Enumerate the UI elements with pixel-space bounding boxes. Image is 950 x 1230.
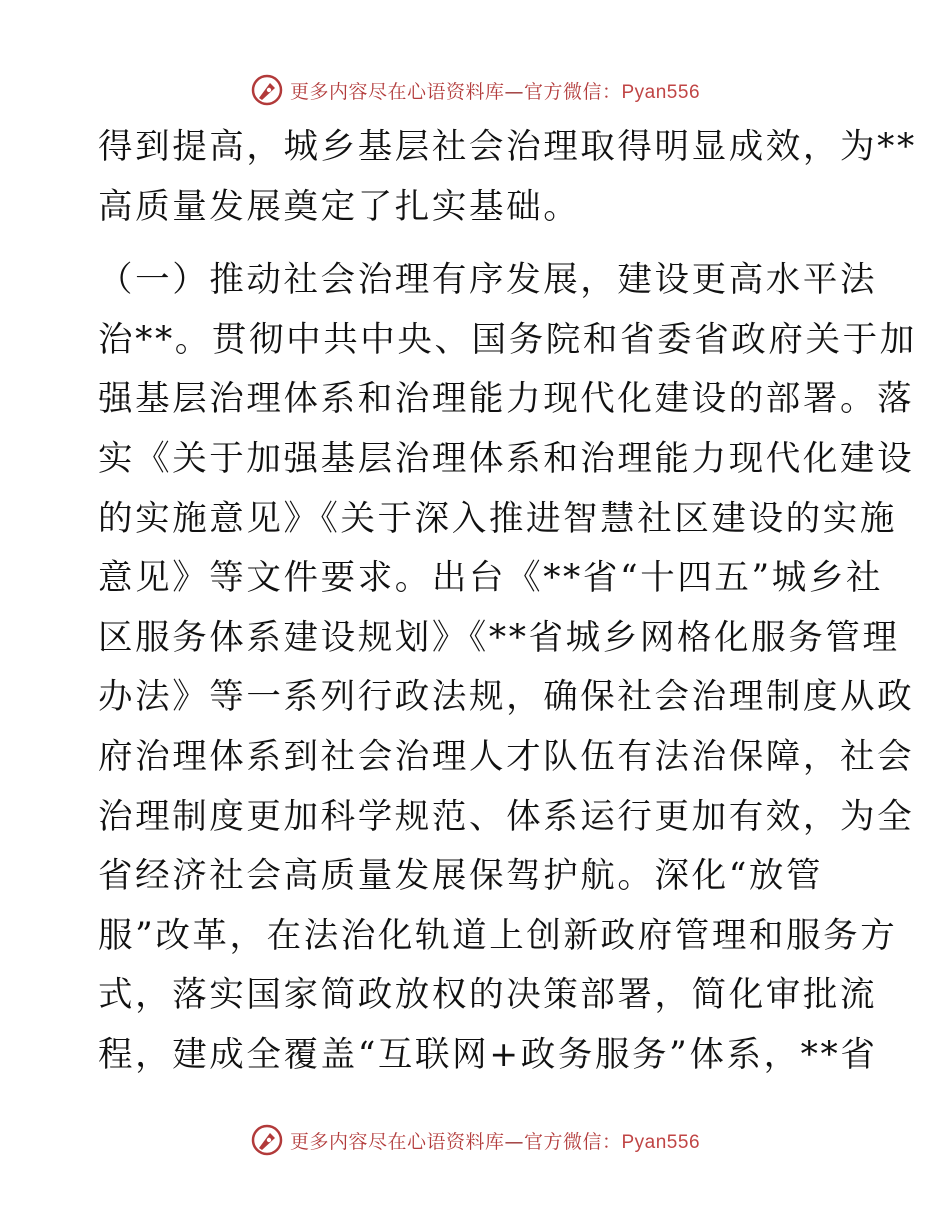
watermark-dash: — xyxy=(504,1130,524,1153)
section-heading-line: （一）推动社会治理有序发展，建设更高水平法 xyxy=(98,260,878,301)
body-line: 区服务体系建设规划》《**省城乡网格化服务管理 xyxy=(98,617,900,658)
body-line: 治理制度更加科学规范、体系运行更加有效，为全 xyxy=(98,796,915,837)
body-line: 程，建成全覆盖“互联网+政务服务”体系，**省 xyxy=(98,1034,878,1075)
body-line: 服”改革，在法治化轨道上创新政府管理和服务方 xyxy=(98,915,898,956)
body-line: 治**。贯彻中共中央、国务院和省委省政府关于加 xyxy=(98,319,917,360)
header-watermark xyxy=(0,70,950,110)
watermark-wechat-id: Pyan556 xyxy=(621,1131,701,1153)
watermark-wechat-id: Pyan556 xyxy=(621,81,701,103)
watermark-main-text: 更多内容尽在心语资料库 xyxy=(289,1130,505,1153)
watermark-main-text: 更多内容尽在心语资料库 xyxy=(289,80,505,103)
watermark-dash: — xyxy=(504,80,524,103)
body-line: 省经济社会高质量发展保驾护航。深化“放管 xyxy=(98,856,824,897)
body-line: 办法》等一系列行政法规，确保社会治理制度从政 xyxy=(98,677,915,718)
watermark-text xyxy=(290,77,700,104)
pen-nib-badge-icon xyxy=(250,1123,284,1157)
watermark-official-label: 官方微信： xyxy=(523,1130,622,1153)
watermark-text xyxy=(290,1127,700,1154)
body-line: 式，落实国家简政放权的决策部署，简化审批流 xyxy=(98,975,878,1016)
body-line: 府治理体系到社会治理人才队伍有法治保障，社会 xyxy=(98,736,915,777)
pen-nib-badge-icon xyxy=(250,73,284,107)
body-line: 高质量发展奠定了扎实基础。 xyxy=(98,186,581,227)
body-line: 得到提高，城乡基层社会治理取得明显成效，为** xyxy=(98,127,917,167)
footer-watermark xyxy=(0,1120,950,1160)
body-line: 强基层治理体系和治理能力现代化建设的部署。落 xyxy=(98,379,915,420)
body-line: 的实施意见》《关于深入推进智慧社区建设的实施 xyxy=(98,498,897,539)
body-line: 实《关于加强基层治理体系和治理能力现代化建设 xyxy=(98,438,915,479)
document-body xyxy=(98,118,917,1086)
watermark-official-label: 官方微信： xyxy=(523,80,622,103)
body-line: 意见》等文件要求。出台《**省“十四五”城乡社 xyxy=(98,558,884,599)
